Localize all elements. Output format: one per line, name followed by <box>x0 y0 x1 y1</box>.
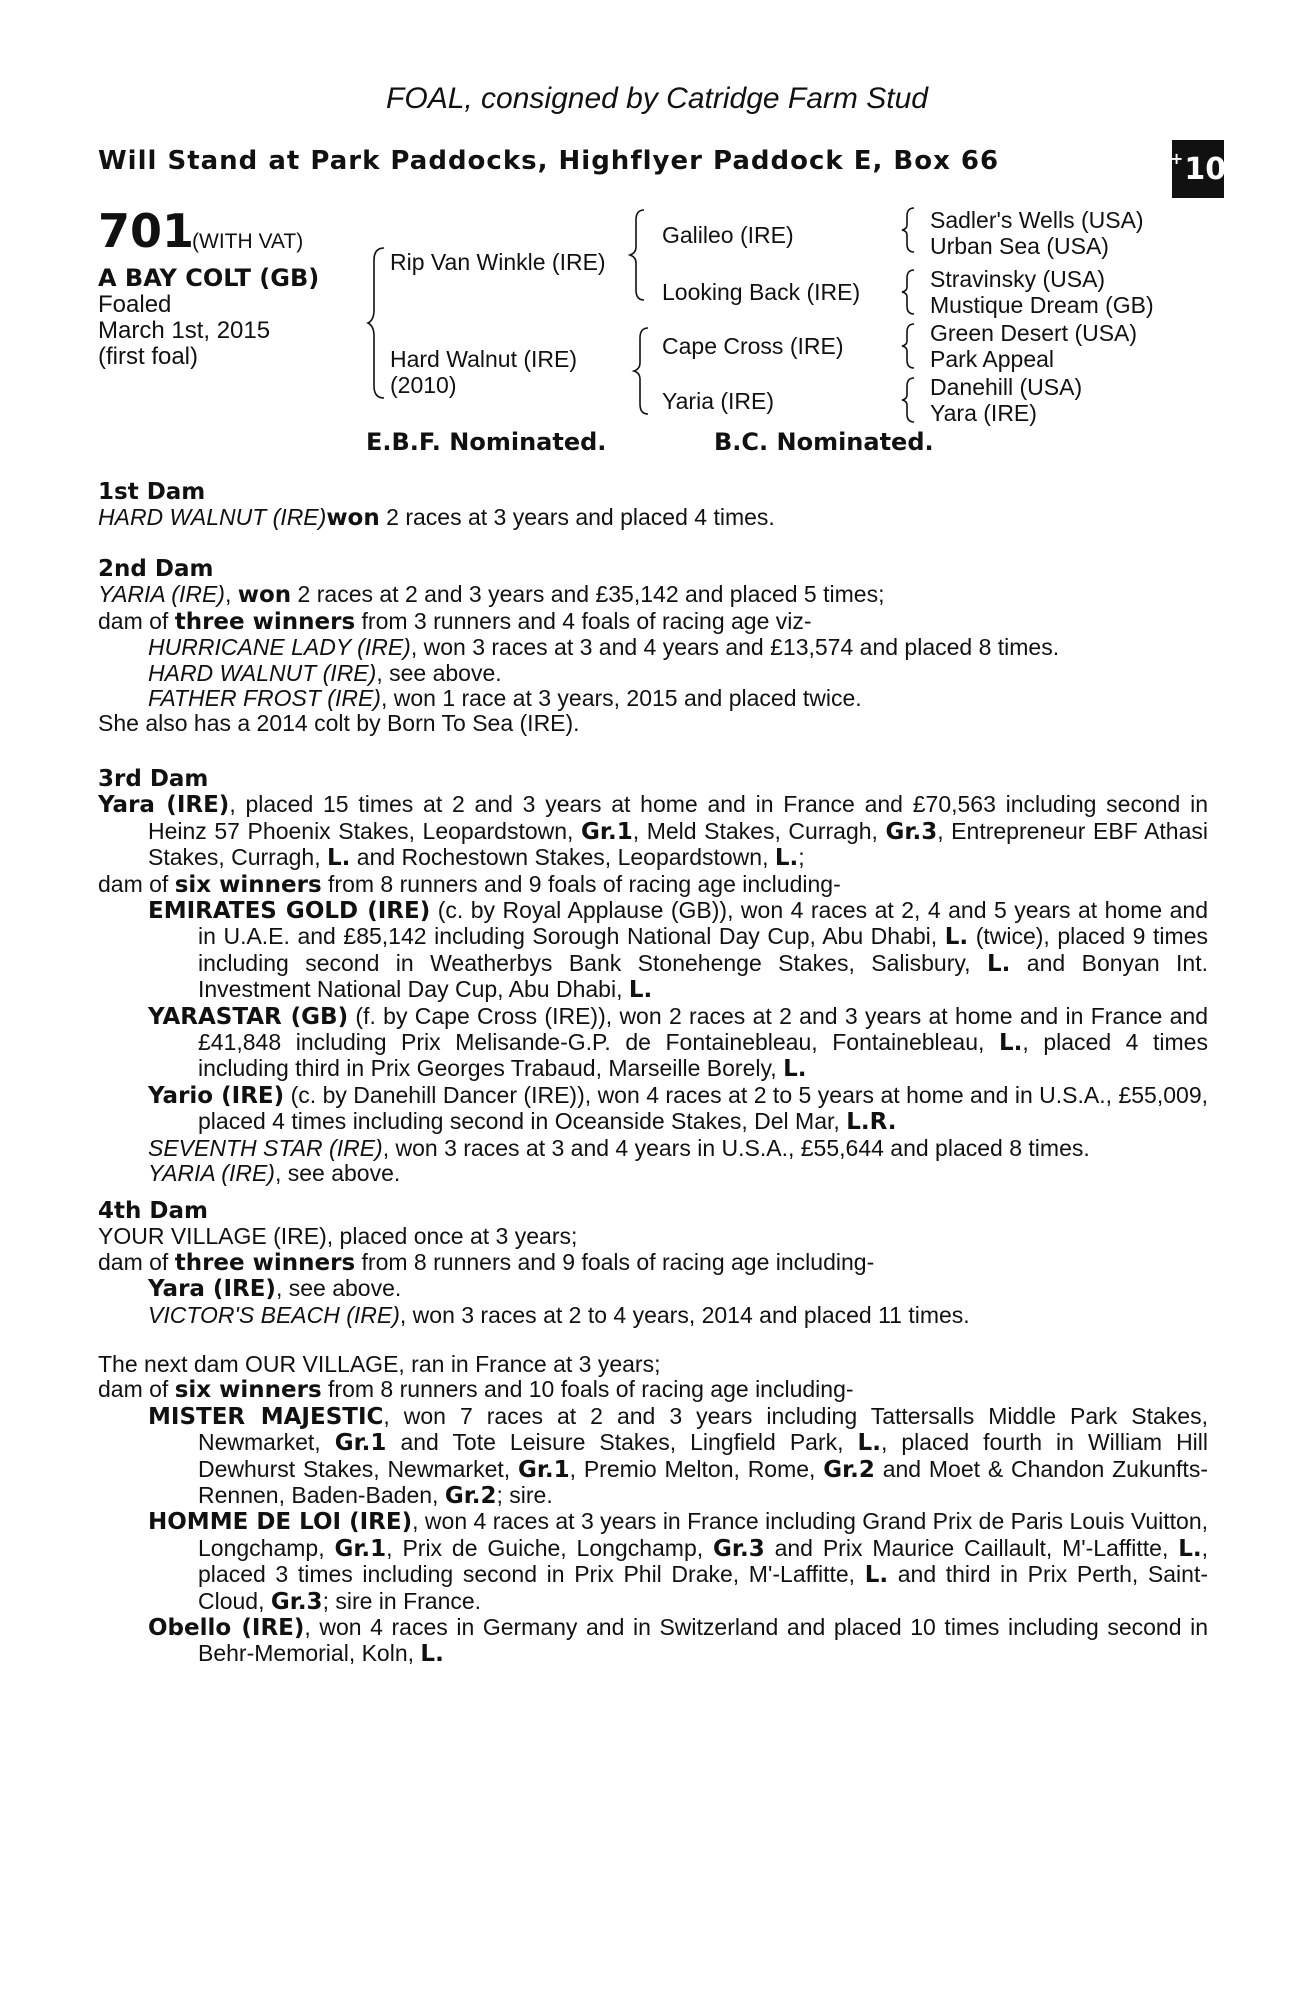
ancestor-1: Sadler's Wells (USA) <box>930 207 1144 233</box>
consignment-heading: FOAL, consigned by Catridge Farm Stud <box>386 82 928 115</box>
horse-name: FATHER FROST (IRE) <box>148 685 381 712</box>
bracket-dam-parents <box>636 328 654 414</box>
horse-name: SEVENTH STAR (IRE) <box>148 1134 383 1161</box>
grade-label: Gr.1 <box>581 818 633 845</box>
horse-name: VICTOR'S BEACH (IRE) <box>148 1301 400 1328</box>
race-record: , see above. <box>274 1160 401 1187</box>
lot-badge <box>1169 140 1227 198</box>
plus-icon: + <box>1169 148 1184 168</box>
race-record: ; sire. <box>496 1482 553 1509</box>
grade-label: Gr.1 <box>334 1535 387 1562</box>
race-record: , placed 15 times at 2 and 3 years at home and in France and £70,563 including second in Heinz 57 Phoenix Stakes, Leopardstown, <box>148 791 1209 844</box>
foaled-label: Foaled <box>98 291 172 318</box>
dam-of-label: dam of <box>98 1376 175 1403</box>
race-record: and third in Prix Perth, Saint-Cloud, <box>198 1561 1208 1614</box>
ancestor-5: Green Desert (USA) <box>930 320 1138 346</box>
dam-record: YOUR VILLAGE (IRE), placed once at 3 years; <box>98 1223 578 1250</box>
bc-nominated: B.C. Nominated. <box>714 428 934 456</box>
listed-label: L. <box>420 1641 444 1668</box>
sire-name: Rip Van Winkle (IRE) <box>390 249 606 275</box>
progeny-entry <box>98 1303 1208 1328</box>
race-record: (c. by Royal Applause (GB)), won 4 races at 2, 4 and 5 years at home and in U.A.E. and £85,142 including Sorough National Day Cup, Abu Dhabi, <box>198 897 1208 950</box>
horse-name: Yara (IRE) <box>98 792 230 819</box>
horse-name: Yara (IRE) <box>148 1276 276 1303</box>
lot-name: A BAY COLT (GB) <box>98 264 320 292</box>
progeny-entry <box>98 1404 1208 1510</box>
ancestor-7: Danehill (USA) <box>930 374 1083 400</box>
horse-name: HOMME DE LOI (IRE) <box>148 1509 413 1536</box>
grade-label: Gr.3 <box>270 1588 323 1615</box>
winners-count: six winners <box>174 1377 322 1404</box>
listed-label: L. <box>944 924 969 951</box>
sire-sire-name: Galileo (IRE) <box>662 222 794 248</box>
race-record: , won 3 races at 3 and 4 years and £13,574 and placed 8 times. <box>410 634 1060 661</box>
ancestor-8: Yara (IRE) <box>930 400 1037 426</box>
foal-note: (first foal) <box>98 343 199 370</box>
next-dam-section <box>98 1352 1208 1668</box>
fourth-dam-section <box>98 1199 1208 1328</box>
vat-note: (WITH VAT) <box>192 230 304 253</box>
horse-name: YARASTAR (GB) <box>148 1003 349 1030</box>
horse-name: YARIA (IRE) <box>148 1160 275 1187</box>
dam-of-label: dam of <box>98 1248 175 1275</box>
bracket-cape-cross <box>904 324 920 368</box>
badge-number: 10 <box>1184 151 1227 187</box>
section-heading: 2nd Dam <box>98 556 214 582</box>
progeny-entry <box>98 1136 1208 1161</box>
dam-record <box>98 792 1208 871</box>
race-record: 2 races at 2 and 3 years and £35,142 and placed 5 times; <box>291 581 885 608</box>
progeny-entry <box>98 1509 1208 1615</box>
progeny-entry <box>98 1004 1208 1083</box>
race-record: , won 7 races at 2 and 3 years including Tattersalls Middle Park Stakes, Newmarket, <box>198 1402 1208 1456</box>
listed-label: L. <box>998 1030 1023 1057</box>
race-record: and Bonyan Int. Investment National Day Cup, Abu Dhabi, <box>198 949 1208 1003</box>
horse-name: HARD WALNUT (IRE) <box>98 504 327 531</box>
winners-count: three winners <box>174 1249 356 1276</box>
dam-name: Hard Walnut (IRE) <box>390 346 578 372</box>
ancestor-4: Mustique Dream (GB) <box>930 292 1154 318</box>
grade-label: Gr.3 <box>713 1535 765 1562</box>
horse-name: HURRICANE LADY (IRE) <box>148 634 411 661</box>
progeny-entry <box>98 898 1208 1004</box>
listed-label: L. <box>628 977 653 1004</box>
ancestor-2: Urban Sea (USA) <box>930 233 1109 259</box>
bracket-yaria <box>904 378 920 422</box>
ancestor-6: Park Appeal <box>930 346 1055 372</box>
grade-label: Gr.2 <box>823 1456 875 1483</box>
second-dam-section: 2nd Dam YARIA (IRE), won 2 races at 2 and 3 years and £35,142 and placed 5 times; dam of three winners from 3 runners and 4 foals of racing age viz- HURRICANE LADY (IRE), won 3 races at 3 and 4 years and £13,574 and placed 8 times. HARD WALNUT (IRE), see above. FATHER FROST (IRE), won 1 race at 3 years, 2015 and placed twice. She also has a 2014 colt by Born To Sea (IRE). <box>98 557 1208 737</box>
listed-label: L. <box>783 1056 807 1083</box>
race-record: (twice), placed 9 times including second in Weatherbys Bank Stonehenge Stakes, Salisbury, <box>198 923 1208 976</box>
race-record: , see above. <box>275 1275 402 1302</box>
horse-name: Obello (IRE) <box>148 1615 305 1642</box>
horse-name: EMIRATES GOLD (IRE) <box>148 898 431 925</box>
race-record: , won 4 races at 3 years in France including Grand Prix de Paris Louis Vuitton, Longchamp, <box>198 1508 1208 1561</box>
progeny-entry <box>98 1615 1208 1668</box>
winners-count: six winners <box>174 871 322 898</box>
race-record: and Moet & Chandon Zukunfts-Rennen, Baden-Baden, <box>198 1455 1208 1509</box>
won-label: won <box>326 505 380 532</box>
dam-of-label: dam of <box>98 607 175 634</box>
bracket-sire-parents <box>632 210 650 300</box>
race-record: (c. by Danehill Dancer (IRE)), won 4 races at 2 to 5 years at home and in U.S.A., £55,009, placed 4 times including second in Oceanside Stakes, Del Mar, <box>198 1081 1209 1135</box>
progeny-entry <box>98 1161 1208 1186</box>
listed-label: L. <box>986 950 1011 977</box>
runners-text: from 8 runners and 9 foals of racing age including- <box>321 870 841 897</box>
race-record: , Entrepreneur EBF Athasi Stakes, Curragh, <box>148 817 1208 871</box>
progeny-entry <box>98 686 1208 711</box>
race-record: , placed 3 times including second in Prix Phil Drake, M'-Laffitte, <box>198 1534 1209 1588</box>
bracket-galileo <box>904 208 920 252</box>
race-record: and Rochestown Stakes, Leopardstown, <box>350 844 775 871</box>
listed-label: L. <box>864 1562 889 1589</box>
winners-count: three winners <box>174 608 356 635</box>
foaled-date: March 1st, 2015 <box>98 317 271 344</box>
horse-name: Yario (IRE) <box>148 1082 285 1109</box>
race-record: 2 races at 3 years and placed 4 times. <box>379 504 775 531</box>
listed-label: L. <box>857 1430 881 1457</box>
section-heading: 3rd Dam <box>98 766 209 792</box>
race-record: and Tote Leisure Stakes, Lingfield Park, <box>386 1429 858 1456</box>
dam-of-label: dam of <box>98 870 175 897</box>
progeny-entry <box>98 635 1208 660</box>
race-record: , see above. <box>376 659 502 686</box>
horse-name: MISTER MAJESTIC <box>148 1403 384 1430</box>
race-record: , Premio Melton, Rome, <box>569 1455 824 1482</box>
listed-label: L. <box>774 845 799 872</box>
race-record: and Prix Maurice Caillault, M'-Laffitte, <box>764 1534 1179 1561</box>
listed-label: L.R. <box>846 1109 897 1136</box>
runners-text: from 3 runners and 4 foals of racing age viz- <box>355 607 812 634</box>
progeny-entry <box>98 1276 1208 1302</box>
dam-record: The next dam OUR VILLAGE, ran in France at 3 years; <box>98 1351 661 1377</box>
bracket-sire-dam <box>370 248 390 398</box>
dam-year: (2010) <box>390 372 457 398</box>
race-record: , won 4 races in Germany and in Switzerland and placed 10 times including second in Behr-Memorial, Koln, <box>198 1614 1208 1667</box>
race-record: , Prix de Guiche, Longchamp, <box>386 1534 714 1561</box>
also-note: She also has a 2014 colt by Born To Sea (IRE). <box>98 710 580 737</box>
race-record: , won 3 races at 2 to 4 years, 2014 and placed 11 times. <box>399 1301 970 1328</box>
won-label: won <box>237 582 292 609</box>
race-record: , placed 4 times including third in Prix Georges Trabaud, Marseille Borely, <box>198 1029 1208 1082</box>
grade-label: Gr.3 <box>885 818 938 845</box>
first-dam-section <box>98 480 1208 532</box>
race-record: , Meld Stakes, Curragh, <box>632 817 886 844</box>
race-record: ; sire in France. <box>322 1587 482 1614</box>
ancestor-3: Stravinsky (USA) <box>930 266 1106 292</box>
bracket-looking-back <box>904 270 920 314</box>
horse-name: YARIA (IRE) <box>98 581 225 608</box>
race-record: , placed fourth in William Hill Dewhurst Stakes, Newmarket, <box>198 1429 1209 1482</box>
race-record: ; <box>798 844 805 871</box>
race-record: , won 1 race at 3 years, 2015 and placed twice. <box>380 685 862 712</box>
horse-name: HARD WALNUT (IRE) <box>148 659 377 686</box>
dam-sire-name: Cape Cross (IRE) <box>662 333 844 359</box>
lot-number: 701 <box>98 204 195 258</box>
grade-label: Gr.2 <box>444 1483 497 1510</box>
progeny-entry <box>98 661 1208 686</box>
ebf-nominated: E.B.F. Nominated. <box>366 428 607 456</box>
section-heading: 1st Dam <box>98 479 206 505</box>
race-record: , won 3 races at 3 and 4 years in U.S.A., £55,644 and placed 8 times. <box>382 1134 1090 1161</box>
stand-location: Will Stand at Park Paddocks, Highflyer Paddock E, Box 66 <box>98 146 1000 176</box>
grade-label: Gr.1 <box>334 1430 387 1457</box>
sire-dam-name: Looking Back (IRE) <box>662 279 861 305</box>
listed-label: L. <box>326 845 351 872</box>
race-record: (f. by Cape Cross (IRE)), won 2 races at 2 and 3 years at home and in France and £41,848 including Prix Melisande-G.P. de Fontainebleau, Fontainebleau, <box>198 1002 1208 1056</box>
grade-label: Gr.1 <box>517 1456 570 1483</box>
progeny-entry <box>98 1083 1208 1136</box>
listed-label: L. <box>1178 1535 1202 1562</box>
dam-dam-name: Yaria (IRE) <box>662 388 775 414</box>
runners-text: from 8 runners and 10 foals of racing age including- <box>321 1376 854 1403</box>
third-dam-section <box>98 767 1208 1187</box>
runners-text: from 8 runners and 9 foals of racing age including- <box>355 1248 875 1275</box>
section-heading: 4th Dam <box>98 1198 208 1224</box>
